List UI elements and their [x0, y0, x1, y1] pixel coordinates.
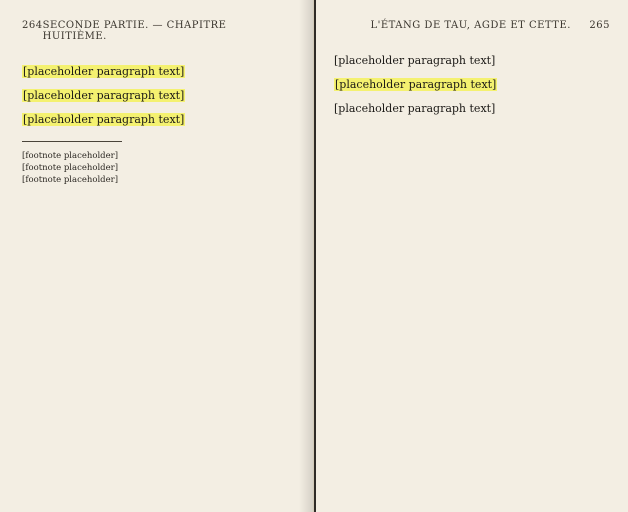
right-running-head — [334, 20, 610, 31]
footnote: [footnote placeholder] — [22, 175, 119, 185]
left-paragraph — [22, 64, 297, 79]
left-body-text — [22, 64, 297, 127]
right-paragraph — [334, 101, 610, 116]
highlighted-text: [placeholder paragraph text] — [23, 113, 185, 126]
right-body-text — [334, 53, 610, 116]
right-page-number: 265 — [589, 20, 610, 31]
left-page-number: 264 — [22, 20, 43, 31]
right-paragraph — [334, 77, 610, 92]
right-page — [316, 0, 628, 512]
footnotes — [22, 150, 297, 186]
left-running-title: SECONDE PARTIE. — CHAPITRE HUITIÈME. — [42, 20, 227, 42]
highlighted-text: [placeholder paragraph text] — [335, 78, 497, 91]
highlighted-text: [placeholder paragraph text] — [23, 89, 185, 102]
footnote: [footnote placeholder] — [22, 151, 119, 161]
left-paragraph — [22, 88, 297, 103]
gutter-shadow — [299, 0, 313, 512]
footnote-rule — [22, 141, 122, 142]
left-running-head — [22, 20, 297, 42]
footnote: [footnote placeholder] — [22, 163, 119, 173]
paragraph-text: [placeholder paragraph text] — [334, 54, 496, 67]
right-paragraph — [334, 53, 610, 68]
right-running-title: L'ÉTANG DE TAU, AGDE ET CETTE. — [370, 20, 571, 31]
left-paragraph — [22, 112, 297, 127]
highlighted-text: [placeholder paragraph text] — [23, 65, 185, 78]
paragraph-text: [placeholder paragraph text] — [334, 102, 496, 115]
